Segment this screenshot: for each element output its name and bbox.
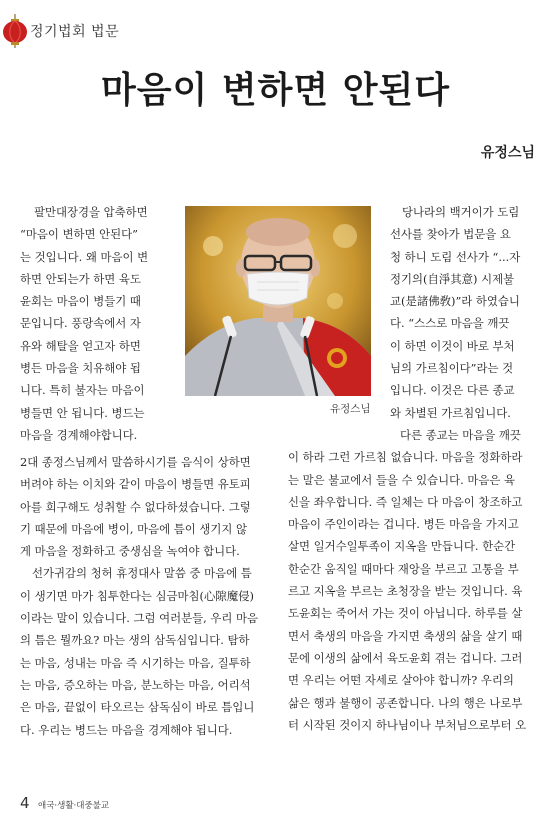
article-author: 유정스님 bbox=[480, 145, 535, 161]
text-line: 병든 마음을 치유해야 됩 bbox=[20, 361, 141, 376]
text-line: 다. 우리는 병드는 마음을 경계해야 됩니다. bbox=[20, 722, 233, 737]
text-line: 한순간 움직일 때마다 재앙을 부르고 고통을 부 bbox=[288, 561, 519, 576]
text-line: 면 우리는 어떤 자세로 살아야 합니까? 우리의 bbox=[288, 673, 514, 688]
text-line: 기 때문에 마음에 병이, 마음에 틈이 생기지 않 bbox=[20, 521, 248, 536]
text-line: 게 마음을 정화하고 중생심을 녹여야 합니다. bbox=[20, 544, 240, 559]
text-line: 버려야 하는 이치와 같이 마음이 병들면 유토피 bbox=[20, 477, 251, 492]
right-bottom-column bbox=[288, 424, 536, 736]
text-line: 정기의(自淨其意) 시제불 bbox=[390, 271, 515, 286]
text-line: 하면 안되는가 하면 육도 bbox=[20, 271, 141, 286]
text-line: 이 하면 이것이 바로 부처 bbox=[390, 338, 515, 353]
text-line: 청 하니 도림 선사가 “...자 bbox=[390, 249, 521, 264]
text-line: 니다. 특히 불자는 마음이 bbox=[20, 383, 145, 398]
text-line: 마음이 주인이라는 겁니다. 병든 마음을 가지고 bbox=[288, 517, 519, 532]
text-line: 도윤회는 죽어서 가는 것이 아닙니다. 하루를 살 bbox=[288, 606, 523, 621]
text-line: 는 마음, 성내는 마음 즉 시기하는 마음, 질투하 bbox=[20, 655, 251, 670]
text-line: 님의 가르침이다”라는 것 bbox=[390, 361, 514, 376]
text-line: 다른 종교는 마음을 깨끗 bbox=[400, 428, 521, 442]
text-line: 살면 일거수일투족이 지옥을 만듭니다. 한순간 bbox=[288, 539, 516, 554]
section-label: 정기법회 법문 bbox=[30, 24, 120, 40]
text-line: 의 틈은 뭘까요? 마는 생의 삼독심입니다. 탐하 bbox=[20, 633, 250, 648]
text-line: 아를 희구해도 성취할 수 없다하셨습니다. 그렇 bbox=[20, 499, 251, 514]
publication-name: 애국·생활·대중불교 bbox=[38, 801, 110, 811]
text-line: 는 마음, 증오하는 마음, 분노하는 마음, 어리석 bbox=[20, 677, 251, 692]
text-line: “마음이 변하면 안된다” bbox=[20, 227, 138, 242]
text-line: 문입니다. 풍랑속에서 자 bbox=[20, 316, 141, 331]
left-top-column bbox=[20, 201, 175, 446]
text-line: 터 시작된 것이지 하나님이나 부처님으로부터 오 bbox=[288, 717, 527, 732]
left-bottom-column bbox=[20, 451, 270, 741]
text-line: 면서 축생의 마음을 가지면 축생의 삶을 살기 때 bbox=[288, 628, 523, 643]
text-line: 병들면 안 됩니다. 병드는 bbox=[20, 405, 145, 420]
text-line: 2대 종정스님께서 말씀하시기를 음식이 상하면 bbox=[20, 455, 251, 469]
text-line: 마음을 경계해야합니다. bbox=[20, 427, 138, 442]
text-line: 르고 지옥을 부르는 초청장을 받는 것입니다. 육 bbox=[288, 584, 523, 599]
text-line: 유와 해탈을 얻고자 하면 bbox=[20, 338, 141, 353]
text-line: 팔만대장경을 압축하면 bbox=[34, 205, 148, 219]
text-line: 입니다. 이것은 다른 종교 bbox=[390, 383, 515, 398]
text-line: 신을 좌우합니다. 즉 일체는 다 마음이 창조하고 bbox=[288, 494, 523, 509]
text-line: 다. “스스로 마음을 깨끗 bbox=[390, 316, 510, 331]
text-line: 이 생기면 마가 침투한다는 심금마침(心隙魔侵) bbox=[20, 588, 254, 603]
text-line: 선사를 찾아가 법문을 요 bbox=[390, 227, 511, 242]
photo-caption: 유정스님 bbox=[330, 403, 371, 415]
text-line: 삶은 행과 불행이 공존합니다. 나의 행은 나로부 bbox=[288, 695, 523, 710]
text-line: 은 마음, 끝없이 타오르는 삼독심이 바로 틈입니 bbox=[20, 700, 255, 715]
right-top-column bbox=[390, 201, 535, 424]
article-title: 마음이 변하면 안된다 bbox=[100, 70, 451, 111]
text-line: 선가귀감의 청허 휴정대사 말씀 중 마음에 틈 bbox=[32, 566, 252, 581]
text-line: 교(是諸佛敎)”라 하였습니 bbox=[390, 294, 520, 309]
monk-photo bbox=[185, 206, 371, 396]
text-line: 문에 이생의 삶에서 육도윤회 겪는 겁니다. 그러 bbox=[288, 650, 523, 665]
text-line: 이라는 말이 있습니다. 그럼 여러분들, 우리 마음 bbox=[20, 611, 259, 626]
text-line: 는 말은 불교에서 들을 수 있습니다. 마음은 육 bbox=[288, 472, 516, 487]
page-number: 4 bbox=[20, 794, 30, 812]
text-line: 윤회는 마음이 병들기 때 bbox=[20, 294, 141, 309]
text-line: 와 차별된 가르침입니다. bbox=[390, 405, 511, 420]
lantern-icon bbox=[2, 14, 28, 48]
text-line: 당나라의 백거이가 도림 bbox=[402, 205, 520, 219]
text-line: 이 하라 그런 가르침 없습니다. 마음을 정화하라 bbox=[288, 450, 523, 465]
text-line: 는 것입니다. 왜 마음이 변 bbox=[20, 249, 149, 264]
